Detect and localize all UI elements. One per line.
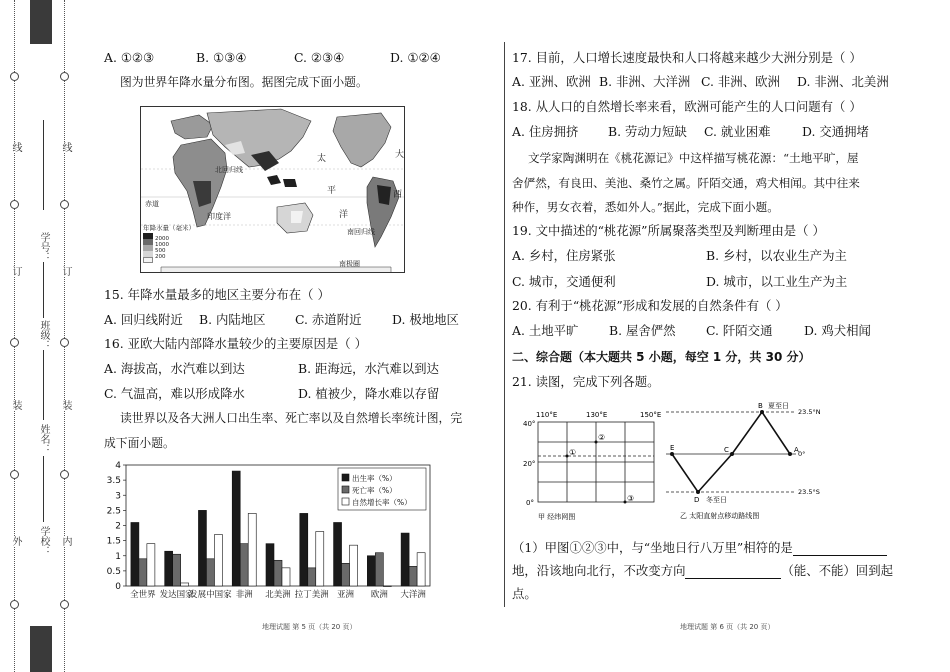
q21-1-text: 地，沿该地向北行，不改变方向 [512, 563, 686, 578]
label-E: E [670, 444, 675, 452]
legend-label: 出生率（%） [352, 474, 397, 483]
x-category-label: 非洲 [235, 590, 253, 600]
inner-dotted-line [64, 0, 65, 672]
map-label-equator: 赤道 [145, 200, 159, 208]
bar [300, 513, 308, 586]
map-label-atlantic: 大 [395, 150, 405, 160]
field-line [43, 350, 44, 420]
option: B. 屋舍俨然 [609, 323, 676, 338]
bar [383, 586, 391, 587]
legend-swatch [342, 474, 349, 481]
legend-value: 2000 [155, 236, 169, 242]
label-D: D [694, 496, 700, 504]
map-legend [143, 223, 203, 263]
option: C. 非洲、欧洲 [701, 74, 780, 89]
option: D. 交通拥堵 [802, 124, 869, 139]
bar [248, 513, 256, 586]
bar [266, 544, 274, 586]
q21-1-text: （能、不能）回到起 [781, 563, 893, 578]
bar [350, 545, 358, 586]
option: C. 就业困难 [704, 124, 771, 139]
map-label-ocean: 洋 [339, 210, 349, 220]
option: A. ①②③ [104, 50, 155, 65]
chart-intro: 成下面小题。 [104, 436, 175, 450]
x-category-label: 大洋洲 [400, 590, 426, 600]
option: D. 非洲、北美洲 [797, 74, 889, 89]
option: D. 鸡犬相闻 [804, 323, 871, 338]
line-equator: 0° [798, 450, 806, 458]
column-divider [504, 42, 505, 607]
q20-options [512, 323, 871, 339]
q20-text: 20. 有利于“桃花源”形成和发展的自然条件有（ ） [512, 298, 788, 313]
legend-value: 1000 [155, 242, 169, 248]
answer-blank[interactable] [793, 544, 887, 556]
bar [240, 544, 248, 586]
field-name: 姓名： [38, 424, 49, 454]
sun-caption: 乙 太阳直射点移动路线图 [680, 512, 760, 520]
map-label-antarctic-circle: 南极圈 [339, 260, 360, 268]
bar [316, 532, 324, 586]
map-label-tropic-capricorn: 南回归线 [347, 228, 375, 236]
q15-text: 15. 年降水量最多的地区主要分布在（ ） [104, 287, 330, 302]
q18-text: 18. 从人口的自然增长率来看，欧洲可能产生的人口问题有（ ） [512, 99, 862, 114]
q19-option: D. 城市，以工业生产为主 [706, 274, 848, 289]
legend-value: 200 [155, 254, 166, 260]
legend-label: 自然增长率（%） [352, 498, 412, 507]
y-tick-label: 2.5 [106, 506, 121, 517]
q19-option: C. 城市，交通便利 [512, 274, 616, 289]
bar [165, 551, 173, 586]
footer-page-6: 地理试题 第 6 页（共 20 页） [680, 623, 775, 631]
lon-label: 110°E [536, 411, 558, 419]
field-class: 班级： [38, 320, 49, 350]
bar [198, 510, 206, 586]
q16-option: D. 植被少，降水难以存留 [298, 386, 440, 401]
option: A. 土地平旷 [512, 323, 579, 338]
lat-label: 20° [523, 460, 536, 468]
q17-options [512, 74, 889, 90]
lat-label: 0° [526, 499, 534, 507]
grid-caption: 甲 经纬网图 [538, 513, 576, 521]
bar [181, 583, 189, 586]
bar [334, 522, 342, 586]
q16-option: B. 距海远，水汽难以到达 [298, 361, 439, 376]
field-line [43, 262, 44, 318]
q21-text: 21. 读图，完成下列各题。 [512, 374, 660, 389]
label-C: C [724, 446, 729, 454]
option: B. 非洲、大洋洲 [599, 74, 691, 89]
bar [342, 563, 350, 586]
bar [206, 559, 214, 586]
map-intro: 图为世界年降水量分布图。据图完成下面小题。 [120, 75, 368, 89]
q17-text: 17. 目前，人口增长速度最快和人口将越来越少大洲分别是（ ） [512, 50, 862, 65]
q16-option: C. 气温高，难以形成降水 [104, 386, 245, 401]
cut-mark-ding-inner: 订 [60, 266, 71, 276]
q14-options [104, 50, 441, 66]
field-student-id: 学号： [38, 232, 49, 262]
cut-mark-ding: 订 [10, 266, 21, 276]
q16-text: 16. 亚欧大陆内部降水量较少的主要原因是（ ） [104, 336, 368, 351]
point-2: ② [598, 433, 606, 442]
lon-label: 150°E [640, 411, 662, 419]
latitude-longitude-grid-figure [516, 406, 666, 526]
field-line [43, 456, 44, 522]
population-bar-chart [104, 460, 432, 600]
line-23N: 23.5°N [798, 408, 821, 416]
x-category-label: 发展中国家 [189, 590, 232, 600]
option: B. 劳动力短缺 [608, 124, 687, 139]
bar [409, 566, 417, 586]
q16-option: A. 海拔高，水汽难以到达 [104, 361, 245, 376]
cut-circle [60, 72, 69, 81]
bar [147, 544, 155, 586]
option: B. 内陆地区 [199, 312, 266, 327]
label-summer-solstice: 夏至日 [768, 402, 789, 410]
cut-mark-wai: 外 [10, 536, 21, 546]
q18-options [512, 124, 869, 140]
legend-swatch [342, 486, 349, 493]
cut-circle [10, 200, 19, 209]
y-tick-label: 0.5 [106, 566, 121, 577]
world-precipitation-map [140, 106, 405, 273]
legend-value: 500 [155, 248, 166, 254]
q15-options [104, 312, 459, 328]
bar [417, 553, 425, 586]
outer-dotted-line [14, 0, 15, 672]
legend-label: 死亡率（%） [352, 486, 397, 495]
q19-option: B. 乡村，以农业生产为主 [706, 248, 847, 263]
x-category-label: 亚洲 [337, 590, 355, 600]
x-category-label: 发达国家 [159, 590, 194, 600]
field-line [43, 120, 44, 210]
option: A. 亚洲、欧洲 [512, 74, 591, 89]
bar [401, 533, 409, 586]
q19-text: 19. 文中描述的“桃花源”所属聚落类型及判断理由是（ ） [512, 223, 825, 238]
cut-mark-nei: 内 [60, 536, 71, 546]
cut-circle [10, 470, 19, 479]
cut-circle [60, 600, 69, 609]
cut-circle [60, 338, 69, 347]
y-tick-label: 1 [115, 551, 121, 562]
bar [214, 535, 222, 586]
y-tick-label: 1.5 [106, 536, 121, 547]
option: B. ①③④ [196, 50, 247, 65]
label-B: B [758, 402, 763, 410]
chart-intro: 读世界以及各大洲人口出生率、死亡率以及自然增长率统计图，完 [120, 411, 463, 425]
section-2-heading: 二、综合题（本大题共 5 小题，每空 1 分，共 30 分） [512, 350, 811, 364]
option: D. 极地地区 [392, 312, 459, 327]
bar [375, 553, 383, 586]
map-label-ocean: 平 [327, 186, 337, 196]
option: D. ①②④ [390, 50, 441, 65]
legend-title: 年降水量（毫米） [143, 224, 195, 232]
map-label-ocean: 太 [317, 154, 327, 164]
q21-1-line-1 [512, 540, 887, 556]
option: C. 赤道附近 [295, 312, 362, 327]
map-label-tropic-cancer: 北回归线 [215, 166, 243, 174]
field-school: 学校： [38, 526, 49, 556]
option: C. ②③④ [294, 50, 345, 65]
bar [232, 471, 240, 586]
binding-margin [0, 0, 78, 672]
option: A. 住房拥挤 [512, 124, 579, 139]
passage-line: 文学家陶渊明在《桃花源记》中这样描写桃花源：“土地平旷，屋 [528, 151, 859, 165]
cut-mark-xian: 线 [10, 142, 21, 152]
lon-label: 130°E [586, 411, 608, 419]
cut-circle [10, 338, 19, 347]
x-category-label: 北美洲 [265, 590, 291, 600]
cut-circle [10, 600, 19, 609]
cut-circle [60, 200, 69, 209]
x-category-label: 全世界 [130, 590, 156, 600]
y-tick-label: 2 [115, 521, 121, 532]
x-category-label: 拉丁美洲 [294, 590, 329, 600]
bar [308, 568, 316, 586]
bar [274, 560, 282, 586]
q21-1-text: （1）甲图①②③中，与“坐地日行八万里”相符的是 [512, 540, 793, 555]
bar [139, 559, 147, 586]
bar [173, 554, 181, 586]
bar [367, 556, 375, 586]
line-23S: 23.5°S [798, 488, 820, 496]
label-winter-solstice: 冬至日 [706, 496, 727, 504]
direct-sunlight-path-figure [666, 398, 846, 526]
point-3: ③ [627, 494, 635, 503]
margin-dark-bar-top [30, 0, 52, 44]
option: C. 阡陌交通 [706, 323, 773, 338]
passage-line: 种作，男女衣着，悉如外人。”据此，完成下面小题。 [512, 200, 779, 214]
q21-1-line-2 [512, 563, 893, 579]
cut-circle [10, 72, 19, 81]
option: A. 回归线附近 [104, 312, 183, 327]
margin-dark-bar-bottom [30, 626, 52, 672]
legend-swatch [342, 498, 349, 505]
cut-circle [60, 470, 69, 479]
label-A: A [794, 446, 799, 454]
passage-line: 舍俨然，有良田、美池、桑竹之属。阡陌交通，鸡犬相闻。其中往来 [512, 176, 860, 190]
lat-label: 40° [523, 420, 536, 428]
cut-mark-zhuang: 装 [10, 400, 21, 410]
y-tick-label: 3 [115, 491, 121, 502]
footer-page-5: 地理试题 第 5 页（共 20 页） [262, 623, 357, 631]
bar [131, 522, 139, 586]
y-tick-label: 0 [115, 582, 121, 592]
answer-blank[interactable] [685, 567, 781, 579]
bar [282, 568, 290, 586]
map-label-indian-ocean: 印度洋 [207, 212, 231, 221]
point-1: ① [569, 448, 577, 457]
x-category-label: 欧洲 [370, 590, 388, 600]
map-label-atlantic: 西 [393, 190, 403, 200]
q19-option: A. 乡村，住房紧张 [512, 248, 616, 263]
y-tick-label: 3.5 [106, 476, 121, 487]
y-tick-label: 4 [115, 461, 121, 471]
q21-1-line-3: 点。 [512, 586, 537, 601]
cut-mark-zhuang-inner: 装 [60, 400, 71, 410]
cut-mark-xian-inner: 线 [60, 142, 71, 152]
